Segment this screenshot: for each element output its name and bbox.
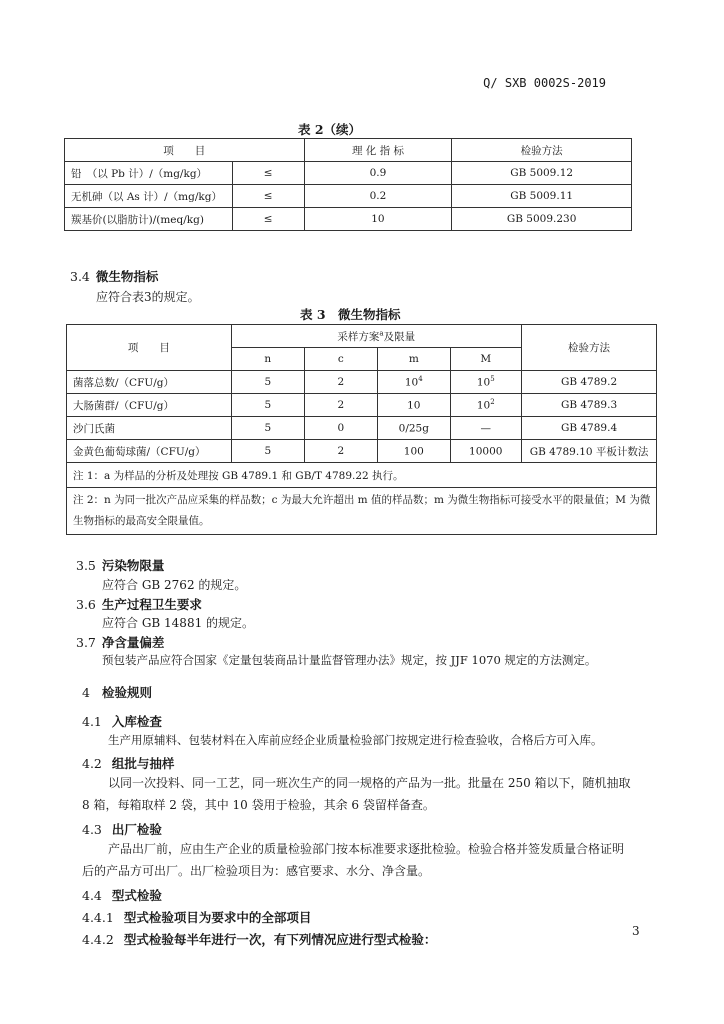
table-cell: 2 bbox=[304, 394, 377, 417]
table-cell: m bbox=[377, 348, 450, 371]
table-row bbox=[65, 162, 632, 185]
section-4-2-heading: 4.2 组批与抽样 bbox=[82, 756, 175, 771]
table-cell: 100 bbox=[377, 440, 450, 463]
table3-note-row bbox=[67, 463, 657, 488]
section-3-7-text: 预包装产品应符合国家《定量包装商品计量监督管理办法》规定，按 JJF 1070 规定的方法测定。 bbox=[102, 653, 597, 667]
table3-note-1: 注 1：a 为样品的分析及处理按 GB 4789.1 和 GB/T 4789.22 执行。 bbox=[67, 463, 657, 488]
section-4-4-2-heading: 4.4.2 型式检验每半年进行一次，有下列情况应进行型式检验： bbox=[82, 932, 437, 947]
table3-note-row bbox=[67, 488, 657, 535]
table-cell: 5 bbox=[231, 417, 304, 440]
table3-header-row bbox=[67, 325, 657, 348]
table2-header-item: 项 目 bbox=[65, 139, 305, 162]
table-cell: M bbox=[450, 348, 521, 371]
table-cell: GB 4789.10 平板计数法 bbox=[521, 440, 657, 463]
section-3-5-text: 应符合 GB 2762 的规定。 bbox=[102, 578, 247, 592]
table-row bbox=[67, 394, 657, 417]
section-3-5-heading: 3.5 污染物限量 bbox=[76, 558, 165, 573]
table-row bbox=[67, 440, 657, 463]
table-cell: 5 bbox=[231, 440, 304, 463]
page-number: 3 bbox=[632, 924, 640, 938]
table-cell: 0.2 bbox=[304, 185, 452, 208]
section-4-3-line-2: 后的产品方可出厂。出厂检验项目为：感官要求、水分、净含量。 bbox=[82, 864, 431, 878]
table3-note-2: 注 2：n 为同一批次产品应采集的样品数；c 为最大允许超出 m 值的样品数；m 为微生物指标可接受水平的限量值；M 为微 生物指标的最高安全限量值。 bbox=[67, 488, 657, 535]
section-4-4-heading: 4.4 型式检验 bbox=[82, 888, 162, 903]
table-cell: 10000 bbox=[450, 440, 521, 463]
section-4-2-line-1: 以同一次投料、同一工艺，同一班次生产的同一规格的产品为一批。批量在 250 箱以下，随机抽取 bbox=[108, 776, 631, 790]
section-4-2-line-2: 8 箱，每箱取样 2 袋，其中 10 袋用于检验，其余 6 袋留样备查。 bbox=[82, 798, 435, 812]
table2-caption: 表 2（续） bbox=[298, 122, 362, 137]
table3-header-item: 项 目 bbox=[67, 325, 232, 371]
table-cell: GB 4789.3 bbox=[521, 394, 657, 417]
table-cell: $10^5$ bbox=[450, 371, 521, 394]
section-3-4-text: 应符合表3的规定。 bbox=[96, 290, 200, 304]
table-row bbox=[65, 185, 632, 208]
table-cell: 5 bbox=[231, 394, 304, 417]
table2-header-method: 检验方法 bbox=[452, 139, 632, 162]
document-code: Q/ SXB 0002S-2019 bbox=[483, 76, 606, 90]
table-cell: 铅 （以 Pb 计）/（mg/kg） bbox=[65, 162, 233, 185]
table-cell: 0.9 bbox=[304, 162, 452, 185]
table-cell: 0/25g bbox=[377, 417, 450, 440]
section-4-heading: 4 检验规则 bbox=[82, 685, 152, 700]
table-cell: 无机砷（以 As 计）/（mg/kg） bbox=[65, 185, 233, 208]
table-cell: 2 bbox=[304, 440, 377, 463]
table-row bbox=[67, 417, 657, 440]
table-cell: ≤ bbox=[232, 208, 304, 231]
section-4-1-heading: 4.1 入库检查 bbox=[82, 714, 162, 729]
section-4-1-text: 生产用原辅料、包装材料在入库前应经企业质量检验部门按规定进行检查验收，合格后方可入库。 bbox=[108, 733, 603, 747]
table-row bbox=[65, 208, 632, 231]
table3-caption: 表 3 微生物指标 bbox=[300, 307, 401, 322]
table-cell: 金黄色葡萄球菌/（CFU/g） bbox=[67, 440, 232, 463]
table-row bbox=[67, 371, 657, 394]
section-4-3-heading: 4.3 出厂检验 bbox=[82, 822, 162, 837]
table-cell: 10 bbox=[304, 208, 452, 231]
table2 bbox=[64, 138, 632, 231]
table-cell: — bbox=[450, 417, 521, 440]
table3 bbox=[66, 324, 657, 535]
section-3-7-heading: 3.7 净含量偏差 bbox=[76, 635, 165, 650]
table-cell: $10^4$ bbox=[377, 371, 450, 394]
table-cell: ≤ bbox=[232, 162, 304, 185]
table-cell: GB 5009.11 bbox=[452, 185, 632, 208]
table-cell: 大肠菌群/（CFU/g） bbox=[67, 394, 232, 417]
table-cell: 5 bbox=[231, 371, 304, 394]
table-cell: $10^2$ bbox=[450, 394, 521, 417]
section-4-3-line-1: 产品出厂前，应由生产企业的质量检验部门按本标准要求逐批检验。检验合格并签发质量合格证明 bbox=[108, 842, 625, 856]
table-cell: GB 4789.4 bbox=[521, 417, 657, 440]
table2-header-row bbox=[65, 139, 632, 162]
section-3-6-heading: 3.6 生产过程卫生要求 bbox=[76, 597, 202, 612]
table3-header-method: 检验方法 bbox=[521, 325, 657, 371]
table-cell: GB 5009.12 bbox=[452, 162, 632, 185]
section-4-4-1-heading: 4.4.1 型式检验项目为要求中的全部项目 bbox=[82, 910, 312, 925]
table-cell: c bbox=[304, 348, 377, 371]
table-cell: GB 4789.2 bbox=[521, 371, 657, 394]
table-cell: 菌落总数/（CFU/g） bbox=[67, 371, 232, 394]
table-cell: GB 5009.230 bbox=[452, 208, 632, 231]
table-cell: ≤ bbox=[232, 185, 304, 208]
table-cell: 0 bbox=[304, 417, 377, 440]
table-cell: 2 bbox=[304, 371, 377, 394]
section-3-6-text: 应符合 GB 14881 的规定。 bbox=[102, 616, 255, 630]
table3-header-plan: 采样方案$^a$及限量 bbox=[231, 325, 521, 348]
table-cell: 沙门氏菌 bbox=[67, 417, 232, 440]
table-cell: 羰基价(以脂肪计)/(meq/kg) bbox=[65, 208, 233, 231]
table-cell: 10 bbox=[377, 394, 450, 417]
table2-header-value: 理 化 指 标 bbox=[304, 139, 452, 162]
section-3-4-heading: 3.4 微生物指标 bbox=[70, 269, 159, 284]
table-cell: n bbox=[231, 348, 304, 371]
